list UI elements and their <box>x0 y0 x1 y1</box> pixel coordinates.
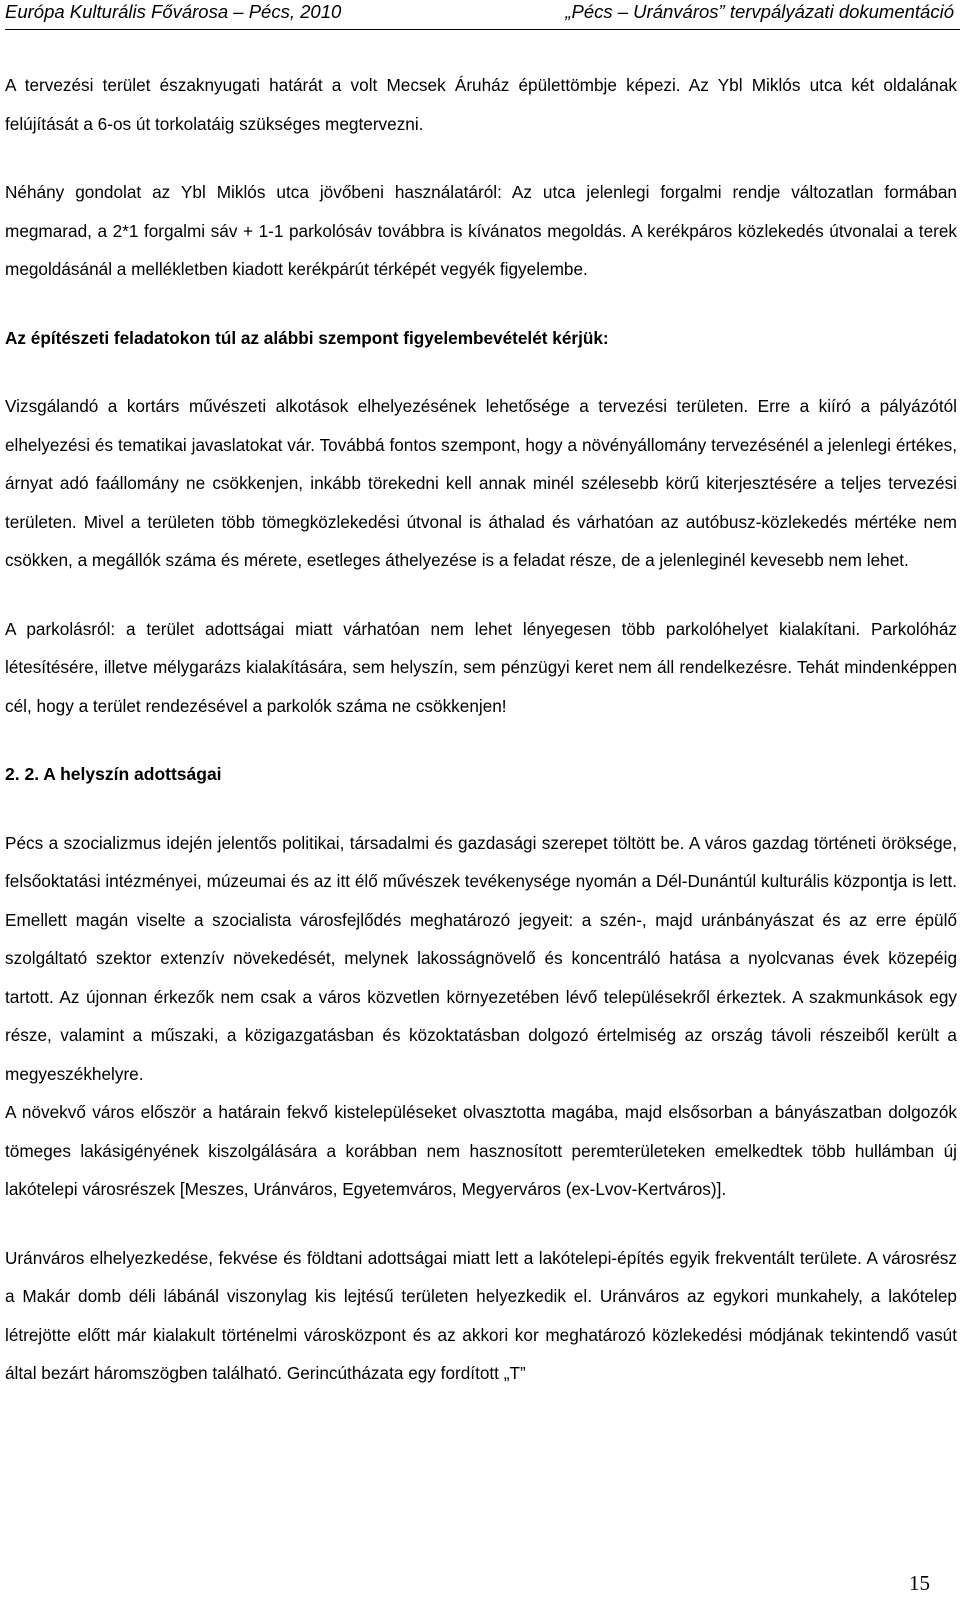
paragraph-site-boundary: A tervezési terület északnyugati határát a volt Mecsek Áruház épülettömbje képezi. Az Ybl Miklós utca két oldalának felújítását a 6-os út torkolatáig szükséges megtervezni. <box>5 75 957 134</box>
paragraph-art-and-vegetation: Vizsgálandó a kortárs művészeti alkotások elhelyezésének lehetősége a tervezési területen. Erre a kiíró a pályázótól elhelyezési és tematikai javaslatokat vár. Továbbá fontos szempont, hogy a növényállomány tervezésénél a jelenlegi értékes, árnyat adó faállomány ne csökkenjen, inkább törekedni kell annak minél szélesebb körű kiterjesztésére a teljes tervezési területen. Mivel a területen több tömegközlekedési útvonal is áthalad és várhatóan az autóbusz-közlekedés mértéke nem csökken, a megállók száma és mérete, esetleges áthelyezése is a feladat része, de a jelenleginél kevesebb nem lehet. <box>5 396 957 570</box>
page-header <box>5 0 960 30</box>
paragraph-ybl-street-usage: Néhány gondolat az Ybl Miklós utca jövőbeni használatáról: Az utca jelenlegi forgalmi rendje változatlan formában megmarad, a 2*1 forgalmi sáv + 1-1 parkolósáv továbbra is kívánatos megoldás. A kerékpáros közlekedés útvonalai a terek megoldásánál a mellékletben kiadott kerékpárút térképét vegyék figyelembe. <box>5 182 957 279</box>
paragraph-parking: A parkolásról: a terület adottságai miatt várhatóan nem lehet lényegesen több parkolóhelyet kialakítani. Parkolóház létesítésére, illetve mélygarázs kialakítására, sem helyszín, sem pénzügyi keret nem áll rendelkezésre. Tehát mindenképpen cél, hogy a terület rendezésével a parkolók száma ne csökkenjen! <box>5 618 957 716</box>
section-heading: 2. 2. A helyszín adottságai <box>5 764 222 784</box>
page-number: 15 <box>909 1571 930 1595</box>
header-title-right: „Pécs – Uránváros” tervpályázati dokumentáció <box>565 1 954 22</box>
paragraph-architectural-aspects: Az építészeti feladatokon túl az alábbi szempont figyelembevételét kérjük: <box>5 327 609 348</box>
paragraph-uranvaros-location: Uránváros elhelyezkedése, fekvése és földtani adottságai miatt lett a lakótelepi-építés egyik frekventált területe. A városrész a Makár domb déli lábánál viszonylag kis lejtésű területen helyezkedik el. Uránváros az egykori munkahely, a lakótelep létrejötte előtt már kialakult történelmi városközpont és az akkori kor meghatározó közlekedési módjának tekintendő vasút által bezárt háromszögben található. Gerincútházata egy fordított „T” <box>5 1247 957 1383</box>
header-title-left: Európa Kulturális Fővárosa – Pécs, 2010 <box>5 1 342 22</box>
paragraph-pecs-history: Pécs a szocializmus idején jelentős politikai, társadalmi és gazdasági szerepet töltött be. A város gazdag történeti öröksége, felsőoktatási intézményei, múzeumai és az itt élő művészek tevékenysége nyomán a Dél-Dunántúl kulturális központja is lett. Emellett magán viselte a szocialista városfejlődés meghatározó jegyeit: a szén-, majd uránbányászat és az erre épülő szolgáltató szektor extenzív növekedését, melynek lakosságnövelő és koncentráló hatása a nyolcvanas évek közepéig tartott. Az újonnan érkezők nem csak a város közvetlen környezetében lévő településekről érkeztek. A szakmunkások egy része, valamint a műszaki, a közigazgatásban és közoktatásban dolgozó értelmiség az ország távoli részeiből került a megyeszékhelyre. <box>5 832 957 1084</box>
paragraph-city-growth: A növekvő város először a határain fekvő kistelepüléseket olvasztotta magába, majd elsősorban a bányászatban dolgozók tömeges lakásigényének kiszolgálására a korábban nem hasznosított peremterületeken emelkedtek több hullámban új lakótelepi városrészek [Meszes, Uránváros, Egyetemváros, Megyerváros (ex-Lvov-Kertváros)]. <box>5 1102 957 1199</box>
document-body <box>5 66 957 1393</box>
